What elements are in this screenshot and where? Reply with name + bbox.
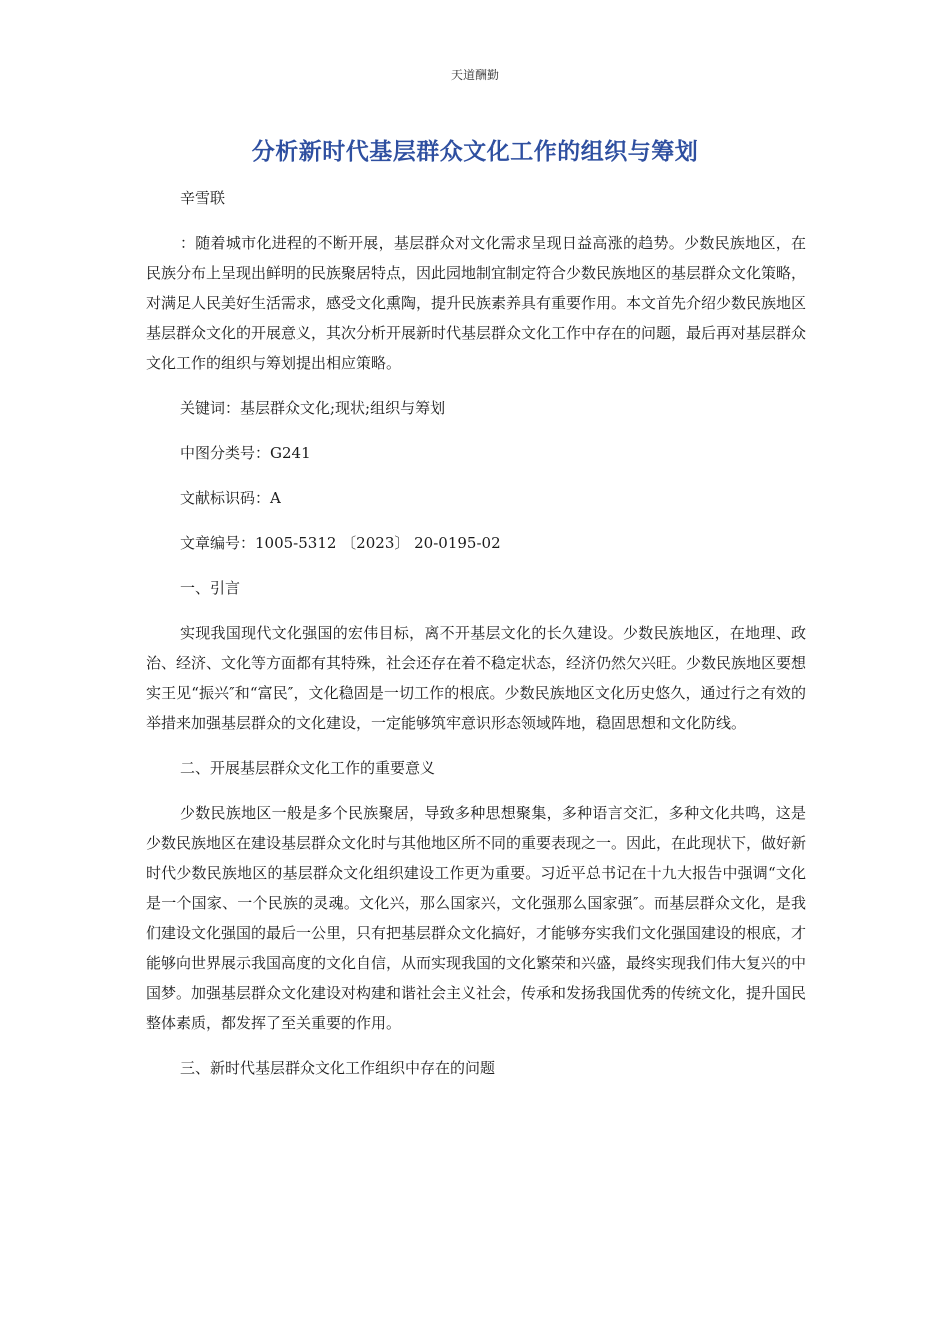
article-body xyxy=(146,183,806,1098)
article-title: 分析新时代基层群众文化工作的组织与筹划 xyxy=(251,139,699,165)
article-number: 文章编号：1005-5312 〔2023〕 20-0195-02 xyxy=(180,534,501,552)
section-paragraph-1: 实现我国现代文化强国的宏伟目标，离不开基层文化的长久建设。少数民族地区，在地理、政治、经济、文化等方面都有其特殊，社会还存在着不稳定状态，经济仍然欠兴旺。少数民族地区要想实王见“振兴″和“富民″，文化稳固是一切工作的根底。少数民族地区文化历史悠久，通过行之有效的举措来加强基层群众的文化建设，一定能够筑牢意识形态领域阵地，稳固思想和文化防线。 xyxy=(146,624,807,732)
author: 辛雪联 xyxy=(180,189,226,207)
section-heading-3: 三、新时代基层群众文化工作组织中存在的问题 xyxy=(180,1059,496,1077)
page-header: 天道酬勤 xyxy=(450,68,499,82)
section-paragraph-2: 少数民族地区一般是多个民族聚居，导致多种思想聚集，多种语言交汇，多种文化共鸣，这是少数民族地区在建设基层群众文化时与其他地区所不同的重要表现之一。因此，在此现状下，做好新时代少数民族地区的基层群众文化组织建设工作更为重要。习近平总书记在十九大报告中强调“文化是一个国家、一个民族的灵魂。文化兴，那么国家兴，文化强那么国家强″。而基层群众文化，是我们建设文化强国的最后一公里，只有把基层群众文化搞好，才能够夯实我们文化强国建设的根底，才能够向世界展示我国高度的文化自信，从而实现我国的文化繁荣和兴盛，最终实现我们伟大复兴的中国梦。加强基层群众文化建设对构建和谐社会主义社会，传承和发扬我国优秀的传统文化，提升国民整体素质，都发挥了至关重要的作用。 xyxy=(146,804,807,1032)
document-code: 文献标识码：A xyxy=(180,489,281,507)
abstract: ：随着城市化进程的不断开展，基层群众对文化需求呈现日益高涨的趋势。少数民族地区，在民族分布上呈现出鲜明的民族聚居特点，因此园地制宜制定符合少数民族地区的基层群众文化策略，对满足人民美好生活需求，感受文化熏陶，提升民族素养具有重要作用。本文首先介绍少数民族地区基层群众文化的开展意义，其次分析开展新时代基层群众文化工作中存在的问题，最后再对基层群众文化工作的组织与筹划提出相应策略。 xyxy=(146,234,807,372)
section-heading-1: 一、引言 xyxy=(180,579,241,597)
section-heading-2: 二、开展基层群众文化工作的重要意义 xyxy=(180,759,436,777)
clc-number: 中图分类号：G241 xyxy=(180,444,311,462)
keywords: 关键词：基层群众文化;现状;组织与筹划 xyxy=(180,399,446,417)
